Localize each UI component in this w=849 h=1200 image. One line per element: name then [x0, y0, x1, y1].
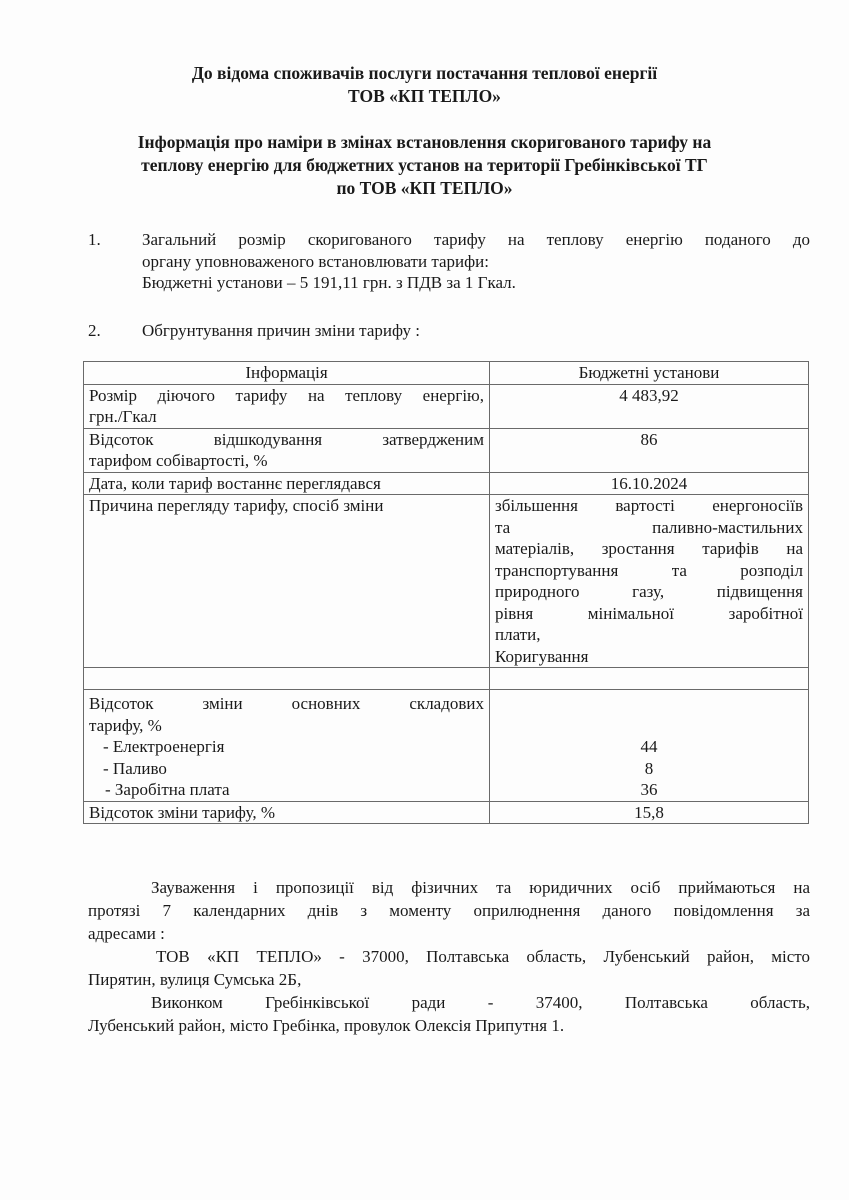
item-2-line-1: Обгрунтування причин зміни тарифу :: [142, 321, 421, 340]
address-1-line-1: ТОВ «КП ТЕПЛО» - 37000, Полтавська область, Лубенський район, місто: [156, 947, 810, 966]
reason-line: збільшення вартості енергоносіїв: [495, 496, 803, 515]
row-label-line-1: Розмір діючого тарифу на теплову енергію,: [89, 385, 484, 405]
row-label-line-2: тарифу, %: [89, 715, 162, 735]
tariff-info-table: [83, 361, 809, 824]
row-label-line-1: Відсоток відшкодування затвердженим: [89, 429, 484, 449]
item-1-line-2: органу уповноваженого встановлювати тарифи:: [142, 251, 489, 271]
table-row: [84, 384, 809, 428]
reason-line: плати,: [495, 625, 541, 644]
list-number: 1.: [88, 230, 101, 249]
table-row: [84, 495, 809, 668]
table-row: [84, 690, 809, 802]
reason-line: природного газу, підвищення: [495, 582, 803, 601]
empty-cell: [84, 668, 490, 690]
item-1-line-1: Загальний розмір скоригованого тарифу на теплову енергію поданого до: [142, 230, 810, 249]
reason-line: Коригування: [495, 646, 589, 666]
tariff-change-value: 15,8: [490, 801, 809, 824]
row-label: Причина перегляду тарифу, спосіб зміни: [84, 495, 490, 668]
row-label: Відсоток зміни тарифу, %: [84, 801, 490, 824]
comments-line-3: адресами :: [88, 924, 165, 943]
comments-section: [88, 876, 810, 1037]
row-label-line-1: Відсоток зміни основних складових: [89, 694, 484, 713]
notice-subheader: [0, 131, 849, 200]
header-company: ТОВ «КП ТЕПЛО»: [348, 86, 501, 106]
row-label-line-2: грн./Гкал: [89, 407, 157, 426]
list-item-1: [88, 229, 810, 294]
comments-line-1: Зауваження і пропозиції від фізичних та юридичних осіб приймаються на: [151, 878, 810, 897]
fuel-value: 8: [644, 758, 654, 778]
address-2-line-1: Виконком Гребінківської ради - 37400, Полтавська область,: [151, 993, 810, 1012]
subheader-line-1: Інформація про наміри в змінах встановлення скоригованого тарифу на: [137, 132, 712, 152]
component-electricity: - Електроенергія: [103, 737, 225, 756]
wages-value: 36: [640, 780, 658, 799]
column-header-budget: Бюджетні установи: [490, 362, 809, 385]
reason-line: транспортування та розподіл: [495, 560, 803, 580]
row-label-line-2: тарифом собівартості, %: [89, 451, 268, 470]
table-row: [84, 801, 809, 824]
component-wages: - Заробітна плата: [105, 780, 230, 799]
address-2-line-2: Лубенський район, місто Гребінка, провулок Олексія Припутня 1.: [88, 1016, 565, 1035]
list-item-2: [88, 320, 810, 342]
reason-line: та паливно-мастильних: [495, 517, 803, 537]
last-review-date: 16.10.2024: [490, 472, 809, 495]
reason-line: матеріалів, зростання тарифів на: [495, 539, 803, 558]
column-header-info: Інформація: [84, 362, 490, 385]
header-line-1: До відома споживачів послуги постачання теплової енергії: [191, 63, 658, 83]
empty-cell: [490, 668, 809, 690]
cost-recovery-value: 86: [490, 428, 809, 472]
notice-header: [0, 62, 849, 108]
item-1-tariff: Бюджетні установи – 5 191,11 грн. з ПДВ за 1 Гкал.: [142, 273, 516, 292]
table-row: [84, 472, 809, 495]
component-fuel: - Паливо: [103, 758, 167, 778]
table-row: [84, 428, 809, 472]
list-number: 2.: [88, 321, 101, 340]
comments-line-2: протязі 7 календарних днів з моменту оприлюднення даного повідомлення за: [88, 901, 810, 920]
electricity-value: 44: [640, 737, 658, 756]
reason-line: рівня мінімальної заробітної: [495, 603, 803, 623]
subheader-line-2: теплову енергію для бюджетних установ на території Гребінківської ТГ: [141, 155, 708, 175]
table-header-row: [84, 362, 809, 385]
current-tariff-value: 4 483,92: [490, 384, 809, 428]
review-reason: [490, 495, 809, 668]
address-1-line-2: Пирятин, вулиця Сумська 2Б,: [88, 970, 302, 989]
table-row-empty: [84, 668, 809, 690]
subheader-line-3: по ТОВ «КП ТЕПЛО»: [336, 178, 513, 198]
row-label: Дата, коли тариф востаннє переглядався: [84, 472, 490, 495]
